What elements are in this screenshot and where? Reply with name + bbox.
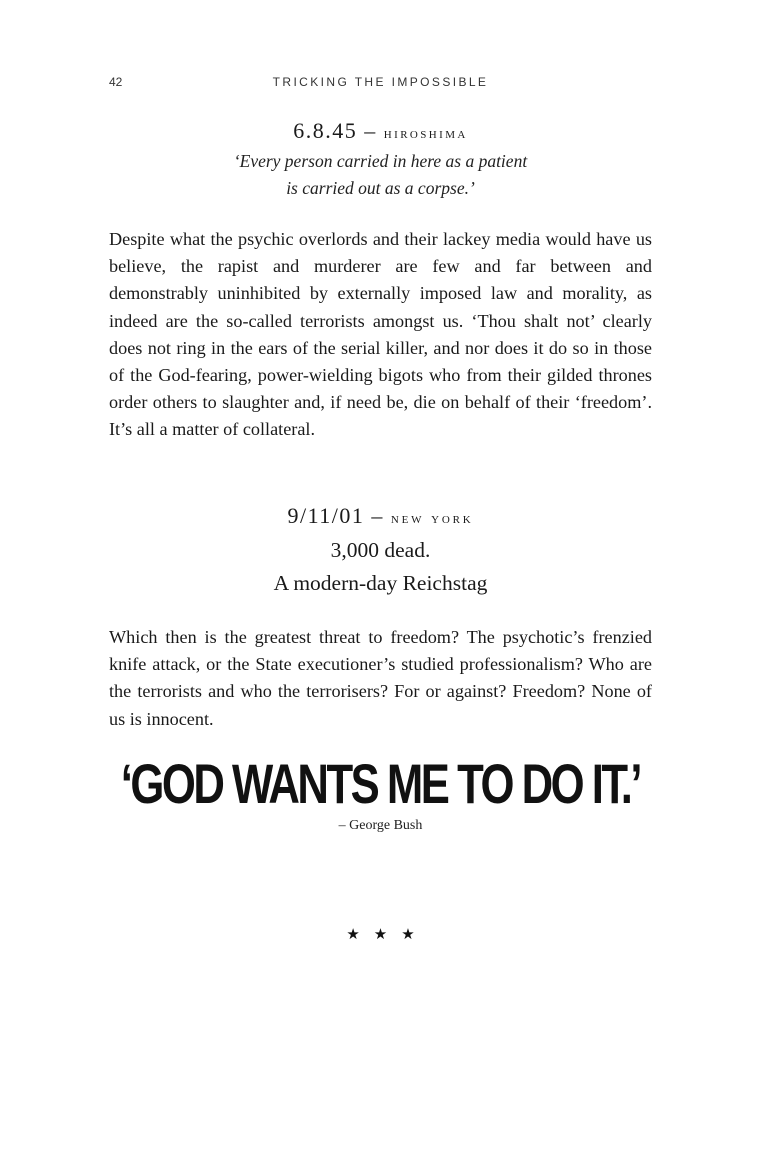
new-york-line-2: A modern-day Reichstag xyxy=(273,571,488,595)
new-york-place: new york xyxy=(390,510,474,527)
running-title: TRICKING THE IMPOSSIBLE xyxy=(272,75,489,89)
running-head xyxy=(0,75,761,93)
hiroshima-date: 6.8.45 – xyxy=(293,118,384,143)
new-york-line-1: 3,000 dead. xyxy=(330,538,431,562)
section-break-stars: ★★★ xyxy=(346,925,429,943)
new-york-date: 9/11/01 – xyxy=(287,503,391,528)
hiroshima-place: hiroshima xyxy=(383,125,468,142)
pull-quote: ‘GOD WANTS ME TO DO IT.’ xyxy=(120,752,641,815)
body-paragraph-1: Despite what the psychic overlords and their lackey media would have us believe, the rapist and murderer are few and far between and demonstrably uninhibited by externally imposed law and morality, as indeed are the so-called terrorists amongst us. ‘Thou shalt not’ clearly does not ring in the ears of the serial killer, and nor does it do so in those of the God-fearing, power-wielding bigots who from their gilded thrones order others to slaughter and, if need be, die on behalf of their ‘freedom’. It’s all a matter of collateral. xyxy=(109,229,652,440)
body-paragraph-2: Which then is the greatest threat to freedom? The psychotic’s frenzied knife attack, or the State executioner’s studied professionalism? Who are the terrorists and who the terrorisers? For or against? Freedom? None of us is innocent. xyxy=(109,627,652,729)
new-york-entry xyxy=(0,501,761,600)
hiroshima-quote-line-1: ‘Every person carried in here as a patient xyxy=(233,151,528,171)
hiroshima-heading xyxy=(0,117,761,148)
new-york-heading xyxy=(0,501,761,534)
hiroshima-quote-line-2: is carried out as a corpse.’ xyxy=(286,178,475,198)
page-number: 42 xyxy=(109,75,123,89)
pull-quote-attribution: – George Bush xyxy=(338,818,423,833)
hiroshima-entry xyxy=(0,117,761,202)
